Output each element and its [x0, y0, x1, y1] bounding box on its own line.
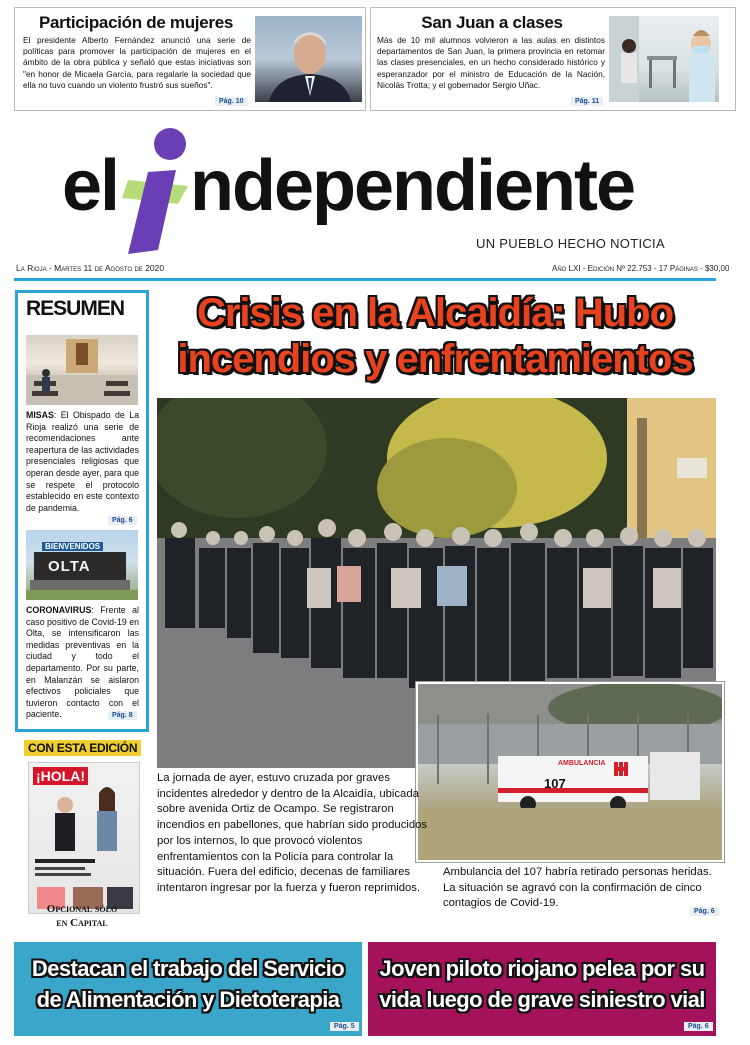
promo-footer-line2: en Capital [56, 917, 108, 929]
bottom-line2: de Alimentación y Dietoterapia [36, 987, 340, 1012]
teaser-participacion[interactable] [14, 7, 366, 111]
sign-text-top: BIENVENIDOS [42, 542, 103, 551]
resumen-box [15, 290, 149, 732]
bottom-line1: Destacan el trabajo del Servicio [31, 956, 345, 981]
church-illustration [26, 335, 138, 405]
promo-title: CON ESTA EDICIÓN [24, 740, 141, 756]
bottom-line2: vida luego de grave siniestro vial [379, 987, 705, 1012]
bottom-line1: Joven piloto riojano pelea por su [379, 956, 705, 981]
resumen-text: : Frente al caso positivo de Covid-19 en Olta, se intensificaron las medidas preventivas en la ciudad y todo el departamento. Por su parte, en Malanzán se aislaron efectivos policiales que tuvieron contacto con el paciente. [26, 605, 139, 720]
page-ref: Pág. 11 [571, 97, 603, 106]
bottom-story-alimentacion[interactable] [14, 942, 362, 1036]
bottom-story-piloto[interactable] [368, 942, 716, 1036]
resumen-label: MISAS [26, 410, 54, 420]
logo-rest: ndependiente [190, 146, 635, 226]
tagline: UN PUEBLO HECHO NOTICIA [476, 236, 665, 251]
masthead [0, 112, 750, 282]
edition-line: Año LXI - Edición Nº 22.753 - 17 Páginas - $30,00 [552, 264, 730, 273]
teaser-title: San Juan a clases [421, 13, 563, 32]
classroom-illustration [609, 16, 719, 102]
ambulance-illustration [418, 684, 722, 860]
date-line: La Rioja - Martes 11 de Agosto de 2020 [16, 263, 165, 273]
page-ref: Pág. 6 [684, 1022, 713, 1031]
page-ref: Pág. 5 [330, 1022, 359, 1031]
page-ref: Pág. 6 [690, 907, 719, 916]
magazine-illustration [29, 763, 139, 913]
page-ref: Pág. 8 [108, 711, 137, 720]
main-headline[interactable] [152, 290, 718, 382]
president-photo [255, 16, 362, 102]
teaser-san-juan[interactable] [370, 7, 736, 111]
magazine-cover [28, 762, 140, 914]
photo-caption: Ambulancia del 107 habría retirado personas heridas. La situación se agravó con la confirmación de cinco contagios de Covid-19. [443, 866, 712, 910]
resumen-item-coronavirus [26, 605, 139, 721]
page-ref: Pág. 6 [108, 516, 137, 525]
promo-footer [22, 902, 142, 930]
promo-box[interactable] [22, 738, 142, 938]
logo-i-shape [118, 122, 198, 262]
classroom-photo [609, 16, 719, 102]
masthead-divider [14, 278, 716, 281]
main-story-body: La jornada de ayer, estuvo cruzada por graves incidentes alrededor y dentro de la Alcaidía, ubicada sobre avenida Ortiz de Ocampo. Se registraron incendios en pabellones, que habrían sido producidos por los internos, lo que provocó violentos enfrentamientos con la Policía para controlar la situación. Fuera del edificio, decenas de familiares intentaron ingresar por la fuerza y fueron reprimidos. [157, 772, 428, 894]
headline-line2: incendios y enfrentamientos [177, 337, 693, 381]
magazine-logo: ¡HOLA! [33, 767, 88, 785]
portrait-illustration [255, 16, 362, 102]
sign-text-bottom: OLTA [48, 558, 91, 575]
resumen-label: CORONAVIRUS [26, 605, 92, 615]
ambulance-label: AMBULANCIA [558, 760, 606, 767]
resumen-title: RESUMEN [26, 297, 125, 320]
promo-footer-line1: Opcional sólo [46, 903, 118, 915]
page-ref: Pág. 10 [215, 97, 248, 106]
teaser-title: Participación de mujeres [38, 13, 234, 32]
teaser-text: El presidente Alberto Fernández anunció una serie de políticas para promover la participación de mujeres en el ámbito de la obra pública y señaló que estas iniciativas son "en honor de Micaela García, para regalarle la sociedad que ella no tuvo cuando un violento frustró sus sueños". [23, 35, 251, 90]
headline-line1: Crisis en la Alcaidía: Hubo [196, 291, 674, 335]
misas-photo[interactable] [26, 335, 138, 405]
resumen-text: : El Obispado de La Rioja realizó una serie de recomendaciones ante reapertura de las actividades presenciales religiosas que operan desde ayer, para que se respete el protocolo establecido en este contexto de pandemia. [26, 410, 139, 513]
teaser-text: Más de 10 mil alumnos volvieron a las aulas en distintos departamentos de San Juan, la primera provincia en retomar las clases presenciales, en un hecho considerado histórico y esperanzador por el ministro de Educación de la Nación, Nicolás Trotta; y el gobernador Sergio Uñac. [377, 35, 605, 90]
olta-photo[interactable] [26, 530, 138, 600]
ambulance-number: 107 [544, 776, 566, 791]
logo-el: el [62, 146, 119, 226]
resumen-item-misas [26, 410, 139, 514]
ambulance-photo[interactable] [416, 682, 724, 862]
